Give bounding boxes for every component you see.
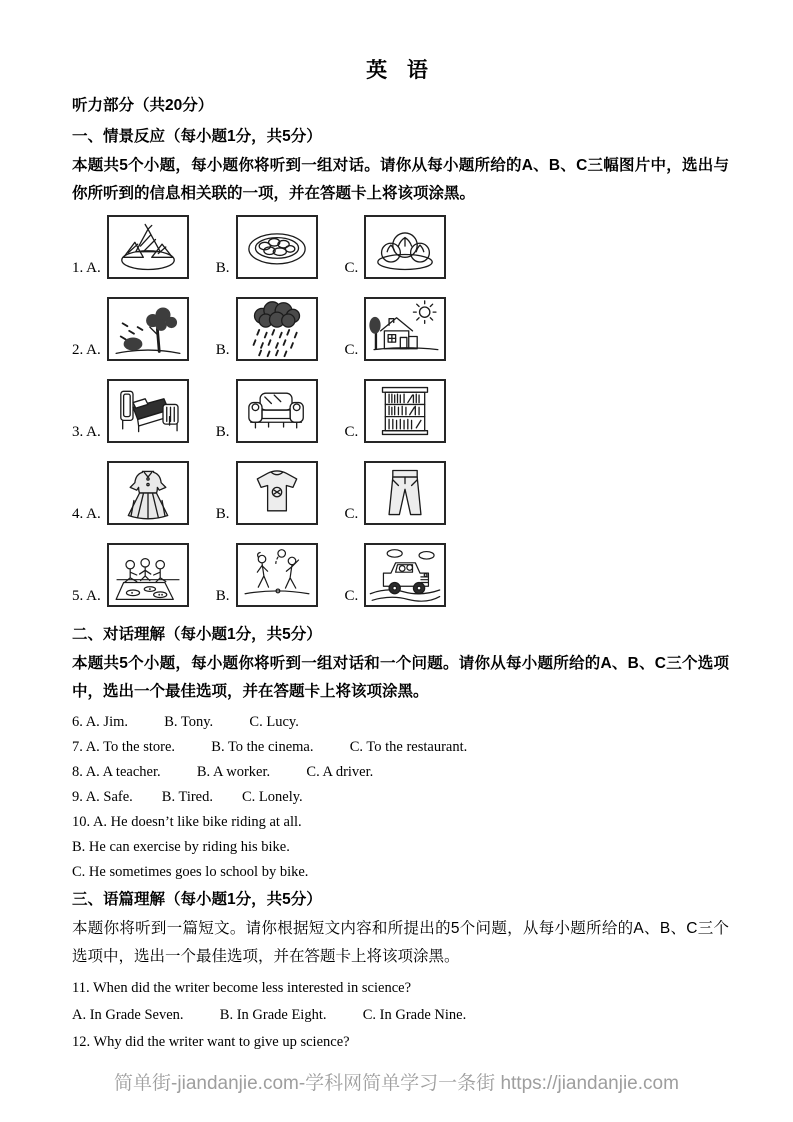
picture-option-5a	[107, 543, 189, 607]
picture-option-5c	[364, 543, 446, 607]
picture-option-5b	[236, 543, 318, 607]
option-label-1a: 1. A.	[72, 260, 101, 276]
picture-option-4c	[364, 461, 446, 525]
picture-option-2a	[107, 297, 189, 361]
bed-image	[109, 381, 187, 441]
question-10-option-c: C. He sometimes goes lo school by bike.	[72, 864, 309, 880]
dumplings-image	[238, 217, 316, 277]
watermark-footer: 简单街-jiandanjie.com-学科网简单学习一条街 https://jiandanjie.com	[114, 1073, 679, 1094]
bookshelf-image	[366, 381, 444, 441]
zongzi-image	[109, 217, 187, 277]
option-label-4a: 4. A.	[72, 506, 101, 522]
option-label-2a: 2. A.	[72, 342, 101, 358]
car-image	[366, 545, 444, 605]
section3-instructions: 本题你将听到一篇短文。请你根据短文内容和所提出的5个问题，从每小题所给的A、B、C三个选项中，选出一个最佳选项，并在答题卡上将该项涂黑。	[72, 920, 729, 965]
listening-part-header: 听力部分（共20分）	[72, 97, 214, 114]
question-10-option-b: B. He can exercise by riding his bike.	[72, 839, 290, 855]
question-8: 8. A. A teacher. B. A worker. C. A driver.	[72, 764, 374, 780]
dress-image	[109, 463, 187, 523]
picture-row-5	[72, 540, 729, 607]
tshirt-image	[238, 463, 316, 523]
question-12: 12. Why did the writer want to give up science?	[72, 1034, 350, 1050]
picture-option-4a	[107, 461, 189, 525]
question-7: 7. A. To the store. B. To the cinema. C. To the restaurant.	[72, 739, 468, 755]
option-label-5b: B.	[215, 588, 230, 604]
option-label-3a: 3. A.	[72, 424, 101, 440]
question-11-options: A. In Grade Seven. B. In Grade Eight. C. In Grade Nine.	[72, 1007, 467, 1023]
option-label-3c: C.	[344, 424, 359, 440]
section1-heading: 一、情景反应（每小题1分，共5分）	[72, 128, 322, 145]
picture-option-3b	[236, 379, 318, 443]
trousers-image	[366, 463, 444, 523]
option-label-5c: C.	[344, 588, 359, 604]
picture-option-3a	[107, 379, 189, 443]
question-9: 9. A. Safe. B. Tired. C. Lonely.	[72, 789, 303, 805]
steamed-buns-image	[366, 217, 444, 277]
picture-option-2c	[364, 297, 446, 361]
windy-tree-image	[109, 299, 187, 359]
option-label-2c: C.	[344, 342, 359, 358]
picture-option-4b	[236, 461, 318, 525]
section2	[72, 622, 729, 885]
section2-instructions: 本题共5个小题，每小题你将听到一组对话和一个问题。请你从每小题所给的A、B、C三个选项中，选出一个最佳选项，并在答题卡上将该项涂黑。	[72, 655, 729, 700]
section3	[72, 887, 729, 1056]
section2-heading: 二、对话理解（每小题1分，共5分）	[72, 626, 322, 643]
picture-option-1b	[236, 215, 318, 279]
rain-cloud-image	[238, 299, 316, 359]
option-label-1c: C.	[344, 260, 359, 276]
sofa-image	[238, 381, 316, 441]
option-label-4b: B.	[215, 506, 230, 522]
ball-game-image	[238, 545, 316, 605]
option-label-2b: B.	[215, 342, 230, 358]
picture-row-2	[72, 294, 729, 361]
sunny-house-image	[366, 299, 444, 359]
question-11: 11. When did the writer become less interested in science?	[72, 980, 412, 996]
section1-instructions: 本题共5个小题，每小题你将听到一组对话。请你从每小题所给的A、B、C三幅图片中，选出与你所听到的信息相关联的一项，并在答题卡上将该项涂黑。	[72, 157, 729, 202]
option-label-3b: B.	[215, 424, 230, 440]
option-label-5a: 5. A.	[72, 588, 101, 604]
picture-option-1a	[107, 215, 189, 279]
question-10-option-a: 10. A. He doesn’t like bike riding at all.	[72, 814, 302, 830]
picture-option-2b	[236, 297, 318, 361]
picture-row-1	[72, 212, 729, 279]
page-title: 英 语	[366, 59, 435, 82]
section3-heading: 三、语篇理解（每小题1分，共5分）	[72, 891, 322, 908]
picture-option-1c	[364, 215, 446, 279]
question-6: 6. A. Jim. B. Tony. C. Lucy.	[72, 714, 299, 730]
option-label-4c: C.	[344, 506, 359, 522]
option-label-1b: B.	[215, 260, 230, 276]
picture-row-4	[72, 458, 729, 525]
picnic-image	[109, 545, 187, 605]
picture-row-3	[72, 376, 729, 443]
picture-option-3c	[364, 379, 446, 443]
